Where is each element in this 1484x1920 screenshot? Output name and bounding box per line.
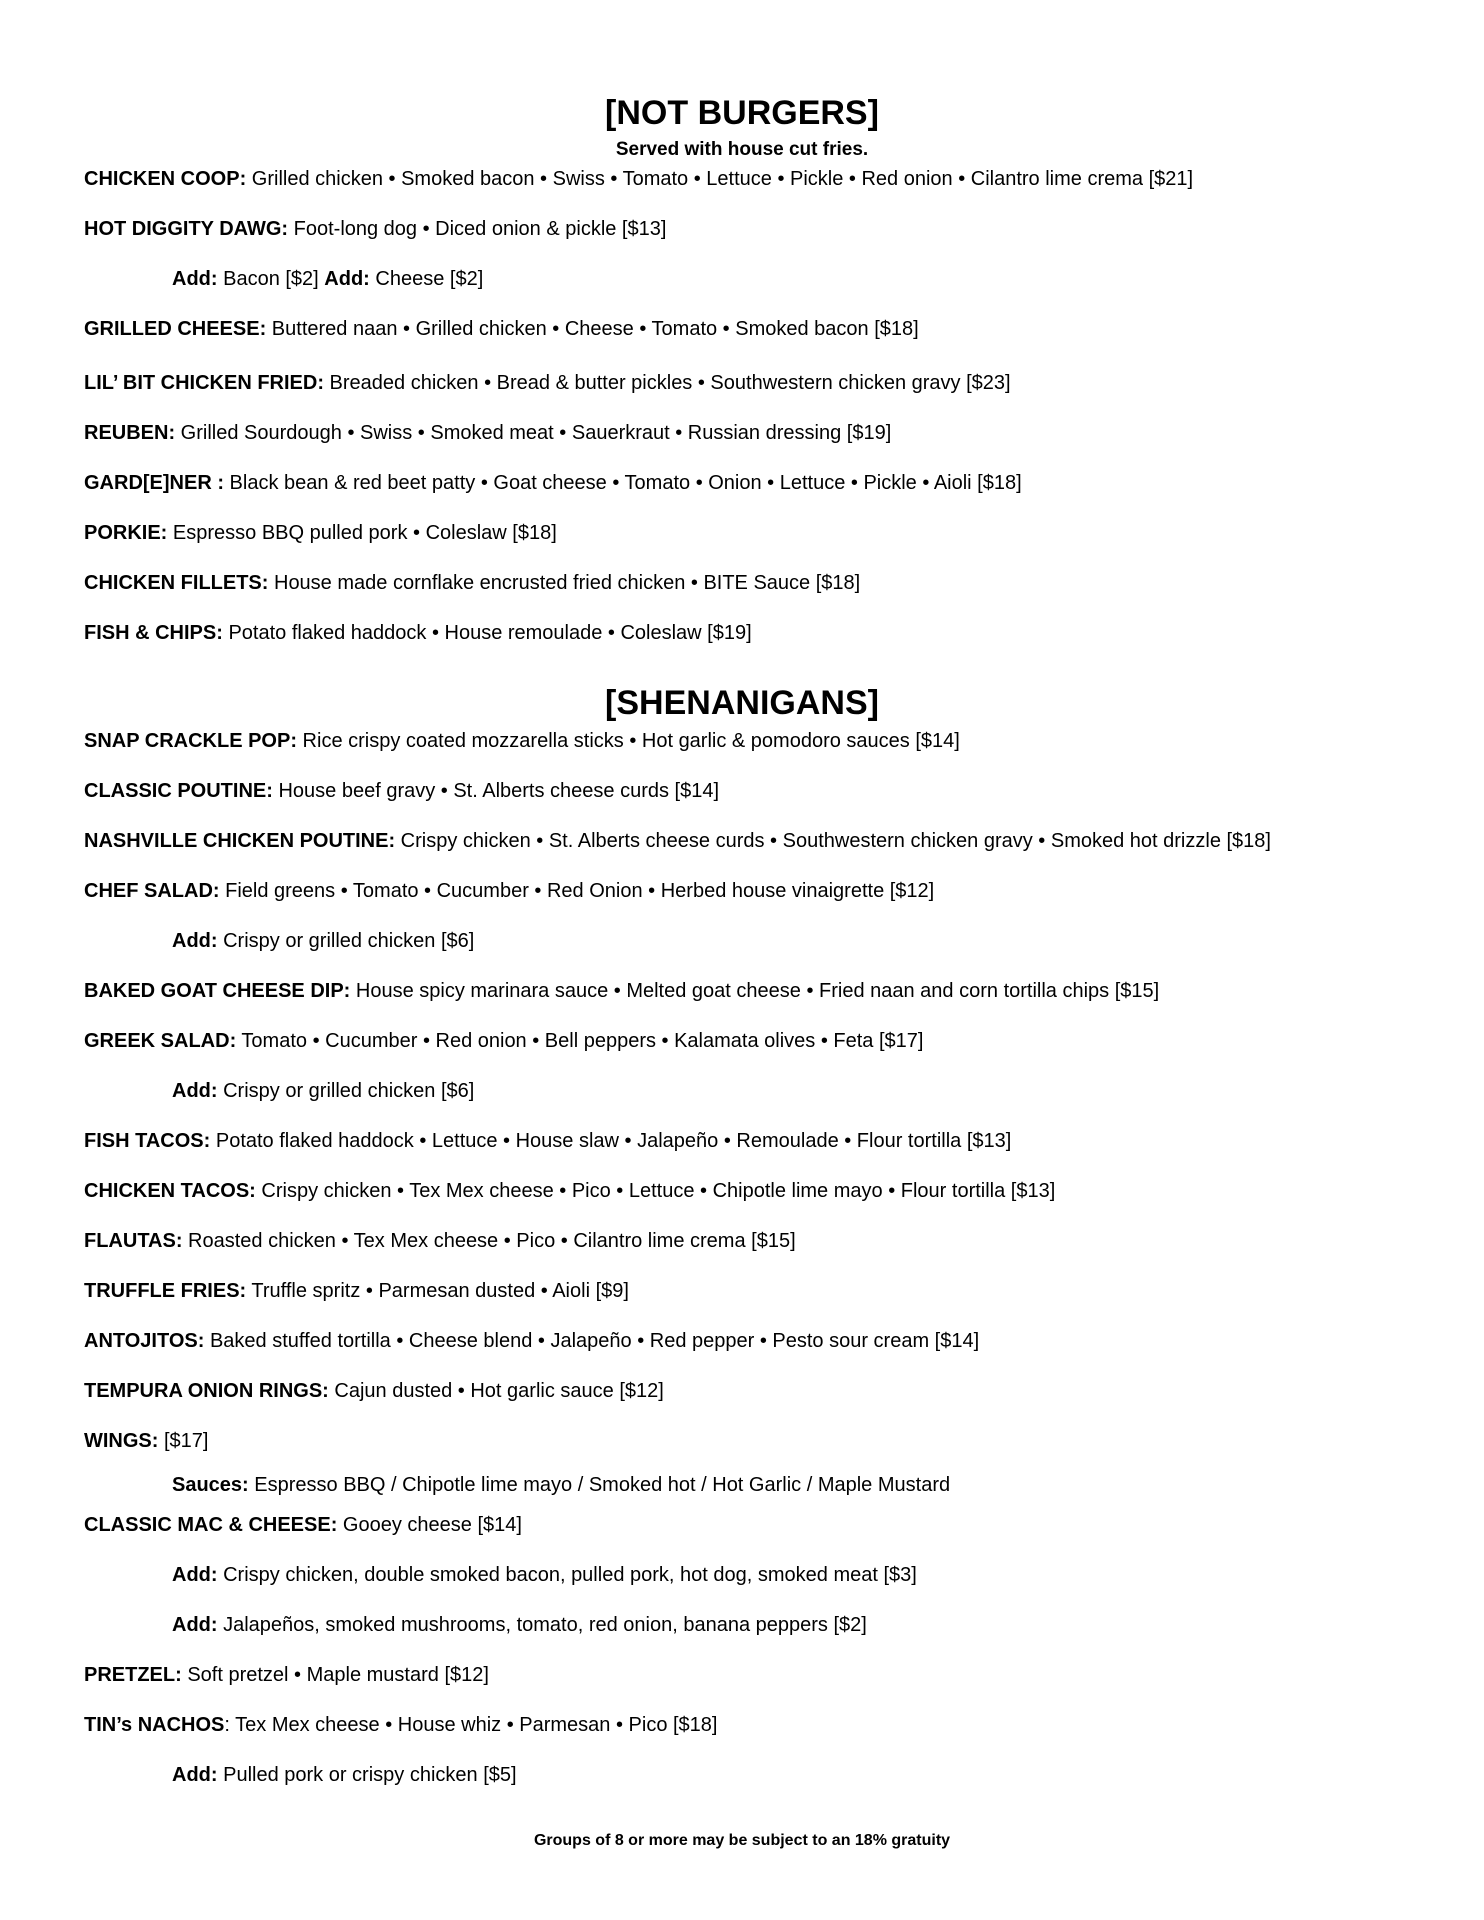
menu-addon-hot-diggity	[84, 266, 1464, 292]
menu-item-reuben	[84, 420, 1464, 446]
item-desc: Breaded chicken • Bread & butter pickles • Southwestern chicken gravy [$23]	[324, 372, 1011, 394]
menu-item-chicken-fillets	[84, 570, 1464, 596]
addon-label: Add:	[172, 268, 218, 290]
menu-item-chicken-tacos	[84, 1178, 1464, 1204]
addon-text: Crispy or grilled chicken [$6]	[217, 930, 475, 952]
addon-label: Add:	[172, 930, 218, 952]
addon-label: Add:	[324, 268, 370, 290]
item-desc: House spicy marinara sauce • Melted goat cheese • Fried naan and corn tortilla chips [$15]	[350, 980, 1160, 1002]
item-name: FISH TACOS:	[84, 1130, 211, 1152]
item-desc: [$17]	[158, 1430, 209, 1452]
menu-addon-chef-salad	[84, 928, 1464, 954]
section-title-shenanigans: [SHENANIGANS]	[605, 684, 879, 722]
menu-item-classic-poutine	[84, 778, 1464, 804]
menu-item-tins-nachos	[84, 1712, 1464, 1738]
item-desc: Rice crispy coated mozzarella sticks • Hot garlic & pomodoro sauces [$14]	[297, 730, 960, 752]
addon-label: Add:	[172, 1614, 218, 1636]
menu-item-fish-tacos	[84, 1128, 1464, 1154]
item-desc: Black bean & red beet patty • Goat cheese • Tomato • Onion • Lettuce • Pickle • Aioli [$18]	[224, 472, 1022, 494]
item-desc: Gooey cheese [$14]	[337, 1514, 522, 1536]
item-name: ANTOJITOS:	[84, 1330, 205, 1352]
menu-item-chicken-coop	[84, 166, 1464, 192]
addon-label: Add:	[172, 1764, 218, 1786]
item-desc: Cajun dusted • Hot garlic sauce [$12]	[328, 1380, 664, 1402]
item-desc: House beef gravy • St. Alberts cheese curds [$14]	[272, 780, 720, 802]
addon-text: Pulled pork or crispy chicken [$5]	[217, 1764, 517, 1786]
item-name: GARD[E]NER :	[84, 472, 224, 494]
menu-item-lil-bit-chicken-fried	[84, 370, 1464, 396]
menu-item-hot-diggity-dawg	[84, 216, 1464, 242]
addon-text: Crispy chicken, double smoked bacon, pulled pork, hot dog, smoked meat [$3]	[217, 1564, 917, 1586]
item-name: LIL’ BIT CHICKEN FRIED:	[84, 372, 324, 394]
item-name: TEMPURA ONION RINGS:	[84, 1380, 329, 1402]
menu-item-classic-mac-and-cheese	[84, 1512, 1464, 1538]
menu-item-flautas	[84, 1228, 1464, 1254]
item-desc: Espresso BBQ pulled pork • Coleslaw [$18]	[167, 522, 557, 544]
item-desc: Tomato • Cucumber • Red onion • Bell peppers • Kalamata olives • Feta [$17]	[236, 1030, 924, 1052]
item-name: CHICKEN TACOS:	[84, 1180, 256, 1202]
item-name: CLASSIC POUTINE:	[84, 780, 273, 802]
item-desc: Potato flaked haddock • House remoulade • Coleslaw [$19]	[222, 622, 752, 644]
addon-text: Bacon [$2]	[217, 268, 325, 290]
menu-item-chef-salad	[84, 878, 1464, 904]
item-name: PORKIE:	[84, 522, 168, 544]
menu-item-pretzel	[84, 1662, 1464, 1688]
menu-item-baked-goat-cheese-dip	[84, 978, 1464, 1004]
item-desc: Truffle spritz • Parmesan dusted • Aioli [$9]	[246, 1280, 629, 1302]
item-desc: Baked stuffed tortilla • Cheese blend • Jalapeño • Red pepper • Pesto sour cream [$14]	[204, 1330, 980, 1352]
section-title-not-burgers: [NOT BURGERS]	[605, 94, 879, 132]
menu-item-tempura-onion-rings	[84, 1378, 1464, 1404]
item-name: NASHVILLE CHICKEN POUTINE:	[84, 830, 396, 852]
addon-text: Cheese [$2]	[369, 268, 484, 290]
item-desc: Field greens • Tomato • Cucumber • Red Onion • Herbed house vinaigrette [$12]	[219, 880, 935, 902]
menu-item-snap-crackle-pop	[84, 728, 1464, 754]
menu-item-gardener	[84, 470, 1464, 496]
item-desc: Soft pretzel • Maple mustard [$12]	[181, 1664, 489, 1686]
item-name: FLAUTAS:	[84, 1230, 183, 1252]
item-name: TIN’s NACHOS	[84, 1714, 225, 1736]
item-name: GRILLED CHEESE:	[84, 318, 267, 340]
menu-item-greek-salad	[84, 1028, 1464, 1054]
item-name: GREEK SALAD:	[84, 1030, 237, 1052]
menu-item-antojitos	[84, 1328, 1464, 1354]
item-name: TRUFFLE FRIES:	[84, 1280, 247, 1302]
item-name: BAKED GOAT CHEESE DIP:	[84, 980, 351, 1002]
item-name: CHICKEN COOP:	[84, 168, 247, 190]
menu-item-fish-and-chips	[84, 620, 1464, 646]
item-name: PRETZEL:	[84, 1664, 182, 1686]
menu-addon-mac-proteins	[84, 1562, 1464, 1588]
section-subtitle: Served with house cut fries.	[615, 139, 869, 160]
gratuity-footer: Groups of 8 or more may be subject to an 18% gratuity	[533, 1832, 951, 1849]
menu-addon-nachos	[84, 1762, 1464, 1788]
menu-page	[84, 92, 1464, 1812]
item-name: REUBEN:	[84, 422, 176, 444]
menu-item-grilled-cheese	[84, 316, 1464, 342]
item-desc: Grilled Sourdough • Swiss • Smoked meat • Sauerkraut • Russian dressing [$19]	[175, 422, 892, 444]
item-name: CLASSIC MAC & CHEESE:	[84, 1514, 338, 1536]
item-desc: House made cornflake encrusted fried chicken • BITE Sauce [$18]	[268, 572, 861, 594]
menu-item-porkie	[84, 520, 1464, 546]
item-desc: : Tex Mex cheese • House whiz • Parmesan • Pico [$18]	[224, 1714, 718, 1736]
menu-addon-greek-salad	[84, 1078, 1464, 1104]
menu-addon-wings-sauces	[84, 1472, 1464, 1498]
item-name: SNAP CRACKLE POP:	[84, 730, 297, 752]
addon-label: Add:	[172, 1564, 218, 1586]
addon-text: Crispy or grilled chicken [$6]	[217, 1080, 475, 1102]
item-name: CHEF SALAD:	[84, 880, 220, 902]
item-name: HOT DIGGITY DAWG:	[84, 218, 289, 240]
menu-item-wings	[84, 1428, 1464, 1454]
item-name: FISH & CHIPS:	[84, 622, 223, 644]
menu-item-nashville-chicken-poutine	[84, 828, 1464, 854]
addon-text: Espresso BBQ / Chipotle lime mayo / Smoked hot / Hot Garlic / Maple Mustard	[248, 1474, 951, 1496]
menu-addon-mac-veggies	[84, 1612, 1464, 1638]
addon-label: Add:	[172, 1080, 218, 1102]
menu-item-truffle-fries	[84, 1278, 1464, 1304]
item-desc: Foot-long dog • Diced onion & pickle [$13]	[288, 218, 667, 240]
item-desc: Roasted chicken • Tex Mex cheese • Pico • Cilantro lime crema [$15]	[182, 1230, 796, 1252]
item-desc: Crispy chicken • St. Alberts cheese curds • Southwestern chicken gravy • Smoked hot drizzle [$18]	[395, 830, 1271, 852]
addon-text: Jalapeños, smoked mushrooms, tomato, red onion, banana peppers [$2]	[217, 1614, 867, 1636]
item-desc: Grilled chicken • Smoked bacon • Swiss • Tomato • Lettuce • Pickle • Red onion • Cilantro lime crema [$21]	[246, 168, 1194, 190]
addon-label: Sauces:	[172, 1474, 249, 1496]
item-name: CHICKEN FILLETS:	[84, 572, 269, 594]
item-desc: Potato flaked haddock • Lettuce • House slaw • Jalapeño • Remoulade • Flour tortilla [$13]	[210, 1130, 1012, 1152]
item-desc: Crispy chicken • Tex Mex cheese • Pico • Lettuce • Chipotle lime mayo • Flour tortilla [$13]	[255, 1180, 1056, 1202]
item-desc: Buttered naan • Grilled chicken • Cheese • Tomato • Smoked bacon [$18]	[266, 318, 919, 340]
item-name: WINGS:	[84, 1430, 159, 1452]
